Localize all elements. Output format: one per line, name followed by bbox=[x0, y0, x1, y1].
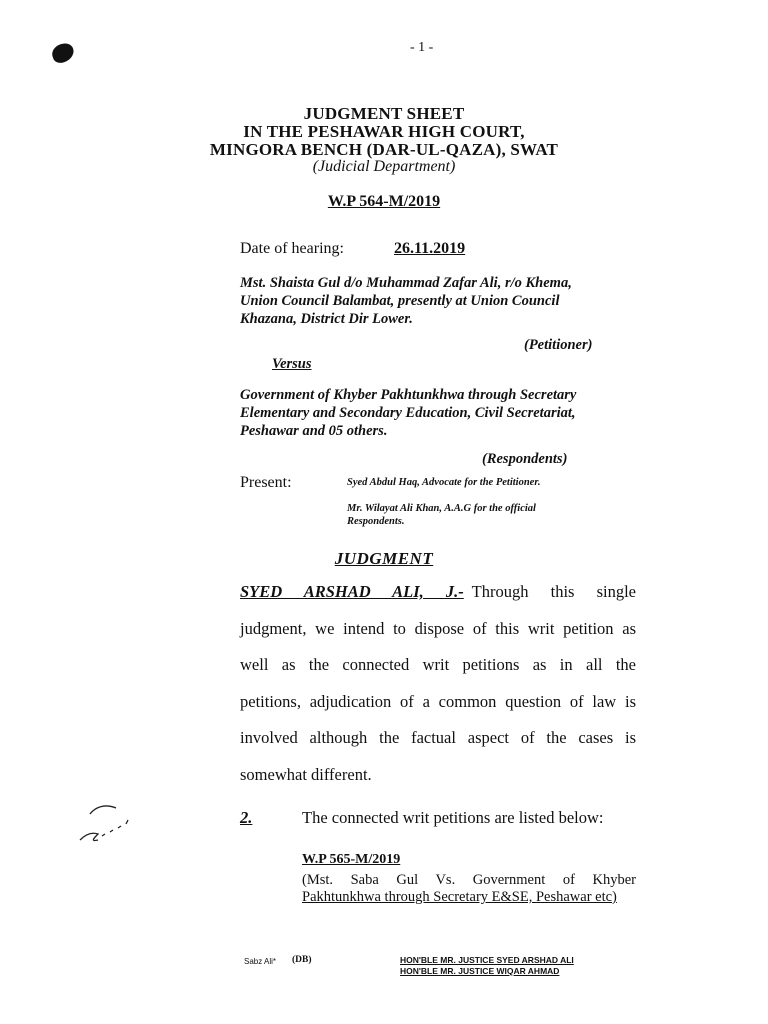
page-number: - 1 - bbox=[410, 40, 434, 55]
body-line-6: somewhat different. bbox=[240, 765, 372, 784]
header-title: JUDGMENT SHEET bbox=[303, 104, 465, 123]
judgment-heading: JUDGMENT bbox=[334, 549, 434, 568]
judge-name: SYED ARSHAD ALI, J.- bbox=[240, 582, 464, 601]
body-line-5: involved although the factual aspect of the cases is bbox=[240, 728, 636, 747]
present-label: Present: bbox=[240, 474, 292, 491]
body-line-1 bbox=[240, 582, 636, 602]
footer-initials: Sabz Ali* bbox=[244, 957, 277, 966]
counsel-petitioner: Syed Abdul Haq, Advocate for the Petitioner. bbox=[347, 477, 541, 488]
petitioner-line-2: Union Council Balambat, presently at Union Council bbox=[240, 293, 560, 309]
para-2-number: 2. bbox=[240, 808, 253, 827]
footer-judge-1: HON'BLE MR. JUSTICE SYED ARSHAD ALI bbox=[400, 955, 574, 965]
petitioner-role: (Petitioner) bbox=[524, 337, 593, 353]
respondents-role: (Respondents) bbox=[482, 451, 568, 467]
body-line-2: judgment, we intend to dispose of this writ petition as bbox=[240, 619, 636, 638]
counsel-respondents-line-1: Mr. Wilayat Ali Khan, A.A.G for the official bbox=[347, 503, 536, 514]
handwritten-initials bbox=[72, 800, 142, 850]
case-number: W.P 564-M/2019 bbox=[327, 193, 441, 210]
footer-bench: (DB) bbox=[292, 955, 312, 965]
petitioner-line-3: Khazana, District Dir Lower. bbox=[240, 311, 413, 327]
respondent-line-2: Elementary and Secondary Education, Civil Secretariat, bbox=[240, 405, 576, 421]
body-line-1-rest: Through this single bbox=[471, 582, 636, 601]
respondent-line-1: Government of Khyber Pakhtunkhwa through Secretary bbox=[240, 387, 577, 403]
ink-blot bbox=[50, 41, 77, 65]
petitioner-line-1: Mst. Shaista Gul d/o Muhammad Zafar Ali, r/o Khema, bbox=[240, 275, 572, 291]
hearing-date: 26.11.2019 bbox=[394, 240, 466, 257]
department-text: (Judicial Department) bbox=[312, 158, 456, 175]
para-2-text: The connected writ petitions are listed below: bbox=[302, 808, 604, 827]
connected-petition-number: W.P 565-M/2019 bbox=[302, 852, 401, 867]
footer-judge-2: HON'BLE MR. JUSTICE WIQAR AHMAD bbox=[400, 966, 560, 976]
header-bench: MINGORA BENCH (DAR-UL-QAZA), SWAT bbox=[209, 140, 559, 159]
counsel-respondents-line-2: Respondents. bbox=[347, 516, 405, 527]
header-department bbox=[0, 158, 768, 176]
connected-petition-line-1: (Mst. Saba Gul Vs. Government of Khyber bbox=[302, 872, 636, 888]
respondent-line-3: Peshawar and 05 others. bbox=[240, 423, 388, 439]
body-line-3: well as the connected writ petitions as in all the bbox=[240, 655, 636, 674]
header-court: IN THE PESHAWAR HIGH COURT, bbox=[243, 122, 525, 141]
body-line-4: petitions, adjudication of a common question of law is bbox=[240, 692, 636, 711]
hearing-label: Date of hearing: bbox=[240, 240, 344, 257]
versus-label: Versus bbox=[272, 356, 312, 372]
connected-petition-line-2: Pakhtunkhwa through Secretary E&SE, Peshawar etc) bbox=[302, 889, 617, 905]
